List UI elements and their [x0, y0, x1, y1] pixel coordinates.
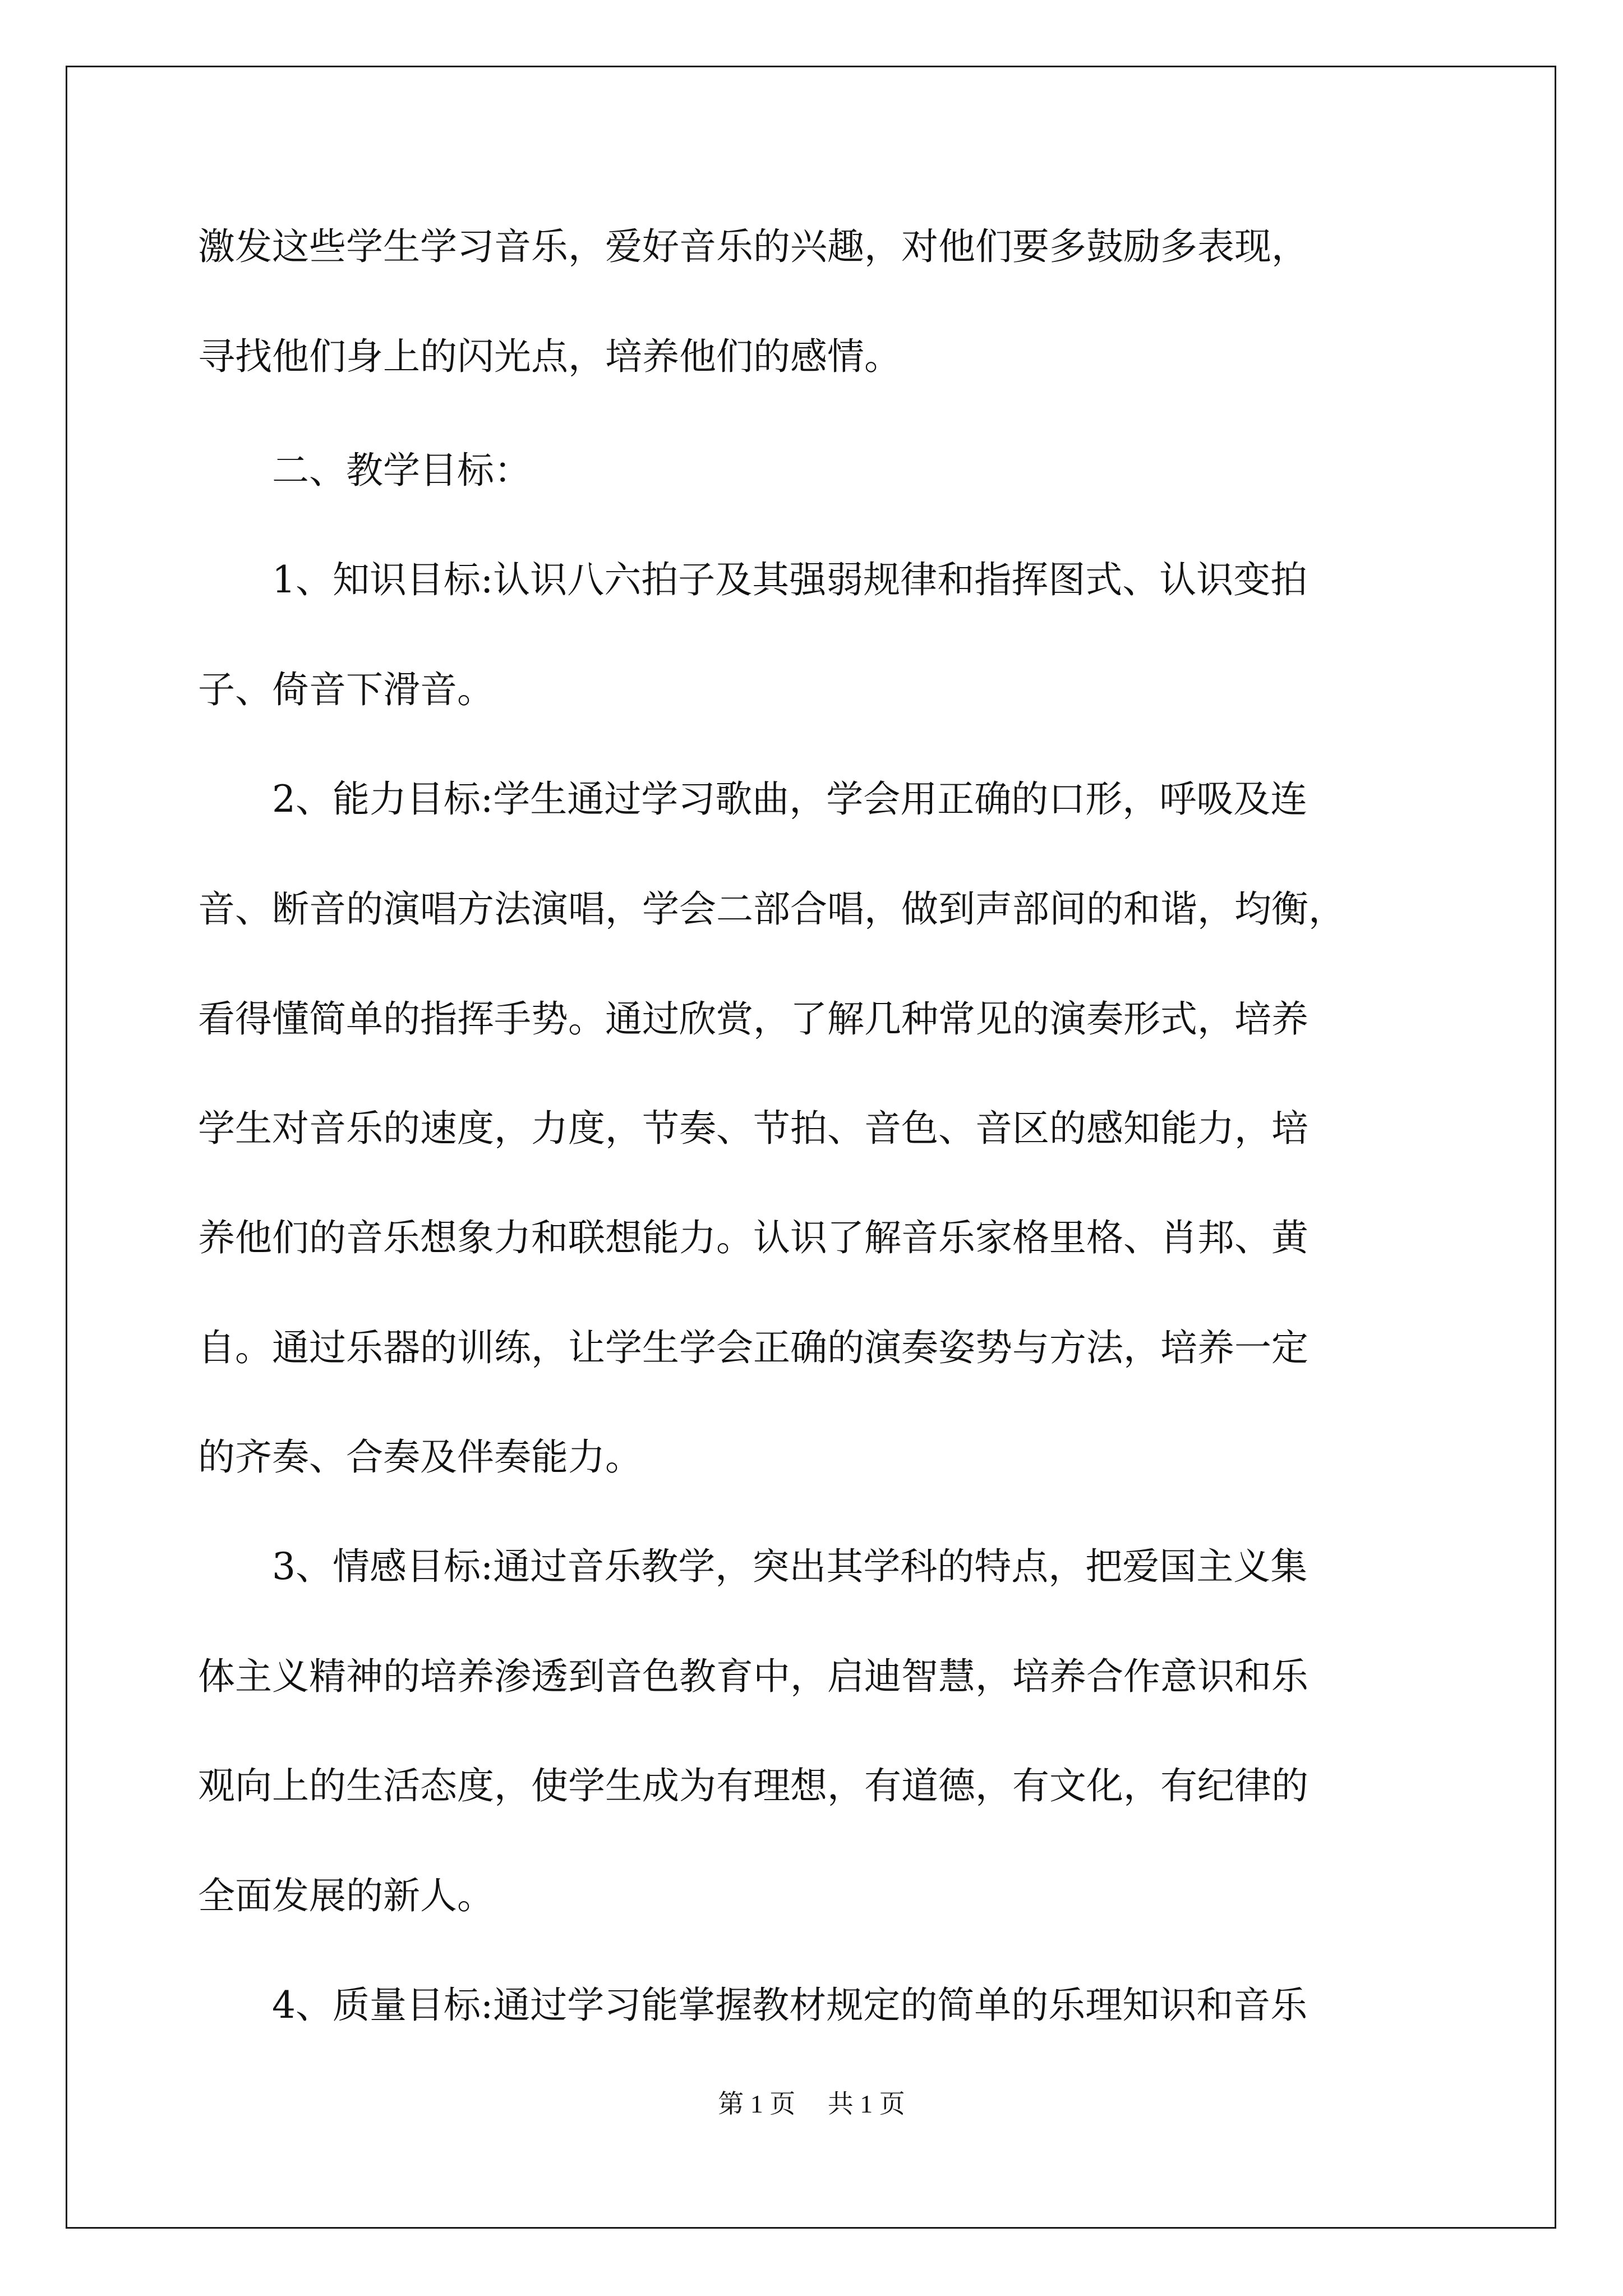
body-text-line: 的齐奏、合奏及伴奏能力。: [198, 1435, 642, 1479]
body-text-line: 3、情感目标:通过音乐教学，突出其学科的特点，把爱国主义集: [198, 1545, 1308, 1588]
page-number-footer: 第 1 页 共 1 页: [718, 2090, 905, 2118]
body-text-line: 体主义精神的培养渗透到音色教育中，启迪智慧，培养合作意识和乐: [198, 1655, 1308, 1698]
body-text-line: 音、断音的演唱方法演唱，学会二部合唱，做到声部间的和谐，均衡，: [198, 887, 1345, 931]
body-text-line: 学生对音乐的速度，力度，节奏、节拍、音色、音区的感知能力，培: [198, 1107, 1308, 1150]
body-text-line: 看得懂简单的指挥手势。通过欣赏，了解几种常见的演奏形式，培养: [198, 997, 1308, 1041]
body-text-line: 观向上的生活态度，使学生成为有理想，有道德，有文化，有纪律的: [198, 1764, 1308, 1807]
body-text-line: 自。通过乐器的训练，让学生学会正确的演奏姿势与方法，培养一定: [198, 1326, 1308, 1369]
body-text-line: 2、能力目标:学生通过学习歌曲，学会用正确的口形，呼吸及连: [198, 777, 1308, 821]
body-text-line: 养他们的音乐想象力和联想能力。认识了解音乐家格里格、肖邦、黄: [198, 1216, 1308, 1259]
section-heading: 二、教学目标：: [198, 449, 531, 492]
body-text-line: 4、质量目标:通过学习能掌握教材规定的简单的乐理知识和音乐: [198, 1984, 1308, 2027]
body-text-line: 寻找他们身上的闪光点，培养他们的感情。: [198, 335, 901, 378]
body-text-line: 1、知识目标:认识八六拍子及其强弱规律和指挥图式、认识变拍: [198, 558, 1308, 601]
body-text-line: 子、倚音下滑音。: [198, 668, 494, 711]
body-text-line: 激发这些学生学习音乐，爱好音乐的兴趣，对他们要多鼓励多表现，: [198, 225, 1308, 268]
body-text-line: 全面发展的新人。: [198, 1874, 494, 1917]
